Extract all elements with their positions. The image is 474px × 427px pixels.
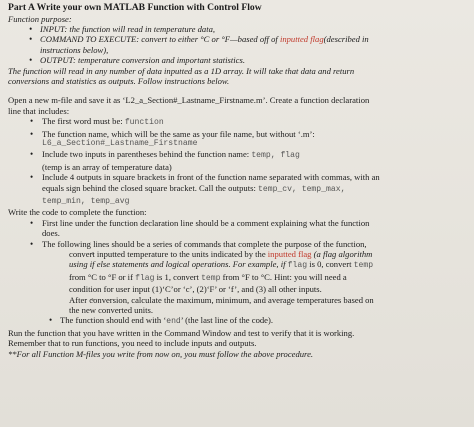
function-name-item: • The function name, which will be the same as your file name, but without ‘.m’: L6_a_Section#_Lastname_Firstname xyxy=(8,129,466,150)
first-word-item: • The first word must be: function xyxy=(8,116,466,128)
footer-note: **For all Function M-files you write from now on, you must follow the above procedure. xyxy=(8,348,314,359)
comment-item: • First line under the function declaration line should be a comment explaining what the function does. xyxy=(8,218,466,239)
after-conversion-substep: ◦ After conversion, calculate the maximum, minimum, and average temperatures based on the new converted units. xyxy=(42,295,466,316)
input-bullet: • INPUT: the function will read in temperature data, xyxy=(8,24,466,34)
code-steps-list xyxy=(8,218,466,328)
inputs-item: • Include two inputs in parentheses behind the function name: temp, flag (temp is an array of temperature data) xyxy=(8,149,466,172)
end-item: • The function should end with ‘end’ (the last line of the code). xyxy=(8,315,466,327)
sub-steps-list xyxy=(42,249,466,315)
purpose-list xyxy=(8,24,466,66)
output-bullet: • OUTPUT: temperature conversion and important statistics. xyxy=(8,55,466,65)
convert-substep: ◦ convert inputted temperature to the units indicated by the inputted flag (a flag algorithm using if else statements and logical operations. For example, if flag is 0, convert temp from °C to °F or if flag is 1, convert temp from °F to °C. Hint: you will need a condition for user input (1)‘C’or ‘c’, (2)‘F’ or ‘f’, and (3) all other inputs. xyxy=(42,249,466,295)
run-instruction: Run the function that you have written in the Command Window and test to verify that it is working. Remember that to run functions, you need to include inputs and outputs. xyxy=(8,327,355,349)
purpose-label: Function purpose: xyxy=(8,13,72,24)
command-bullet: • COMMAND TO EXECUTE: convert to either °C or °F—based off of inputted flag(described in instructions below), xyxy=(8,34,466,55)
declaration-list xyxy=(8,116,466,207)
outputs-item: • Include 4 outputs in square brackets in front of the function name separated with commas, with an equals sign behind the closed square bracket. Call the outputs: temp_cv, temp_max, temp_min, temp_avg xyxy=(8,172,466,207)
purpose-note: The function will read in any number of data inputted as a 1D array. It will take that data and return conversions and statistics as outputs. Follow instructions below. xyxy=(8,65,355,86)
section-title: Part A Write your own MATLAB Function with Control Flow xyxy=(8,2,262,13)
write-code-label: Write the code to complete the function: xyxy=(8,207,147,218)
open-file-instruction: Open a new m-file and save it as ‘L2_a_Section#_Lastname_Firstname.m’. Create a function declaration line that includes: xyxy=(8,95,370,116)
following-lines-item: • The following lines should be a series of commands that complete the purpose of the function, ◦ convert inputted temperature to the units indicated by the inputted flag (a flag algorithm using if else statements and logical operations. For example, if flag is 0, convert temp from °C to °F or if flag is 1, convert temp from °F to °C. Hint: you will need a condition for user input (1)‘C’or ‘c’, (2)‘F’ or ‘f’, and (3) all other inputs. ◦ After conversion, calculate the maximum, minimum, and average temperatures based on the new converted units. xyxy=(8,239,466,316)
inputted-flag-text: inputted flag xyxy=(279,34,324,45)
